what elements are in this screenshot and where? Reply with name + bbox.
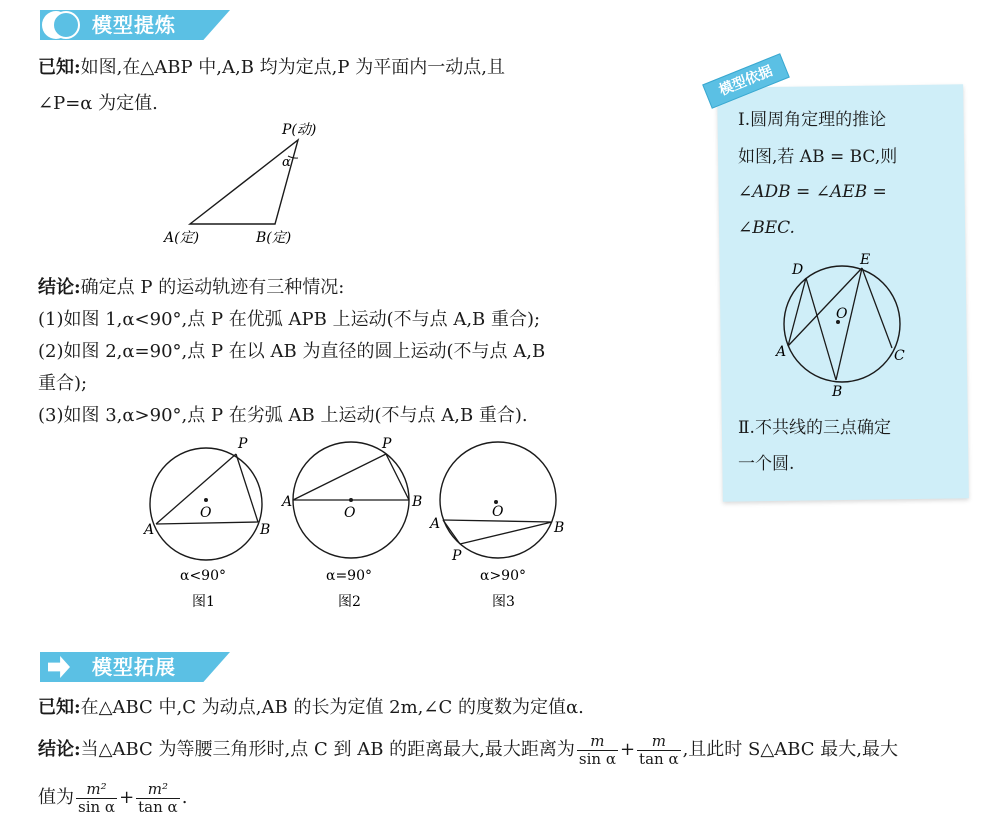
plus-sign-1: + <box>619 739 636 760</box>
fig2-a: A <box>282 494 293 510</box>
circle-figures <box>140 432 580 612</box>
figure-2 <box>280 436 422 610</box>
conclusion-label: 结论: <box>38 277 81 298</box>
fig1-caption: 图1 <box>192 594 215 610</box>
sidebar-fig-c: C <box>894 348 905 364</box>
given-1-line-1 <box>38 56 505 80</box>
frac4-den: tan α <box>138 797 178 816</box>
conclusion-2-line-2 <box>38 778 187 818</box>
sidebar-fig-o: O <box>836 306 848 322</box>
fig1-p: P <box>238 436 248 452</box>
fig2-o: O <box>344 505 356 521</box>
fig1-b: B <box>260 522 271 538</box>
fig3-b: B <box>554 520 565 536</box>
given-2-label: 已知: <box>38 697 81 718</box>
sidebar-item-2-line-1: Ⅱ.不共线的三点确定 <box>738 418 891 438</box>
figure-1 <box>142 436 270 610</box>
fig2-b: B <box>412 494 423 510</box>
figure-3 <box>428 442 564 610</box>
sidebar-item-1-line-3: ∠ADB = ∠AEB = <box>738 182 887 202</box>
sidebar-fig-d: D <box>792 262 804 278</box>
frac3-num: m² <box>76 781 117 799</box>
sidebar-fig-b: B <box>832 384 843 400</box>
conclusion-2-end: . <box>181 787 188 808</box>
conclusion-1-case-2a: (2)如图 2,α=90°,点 P 在以 AB 为直径的圆上运动(不与点 A,B <box>38 341 546 362</box>
banner-half-circle-icon <box>52 11 80 39</box>
conclusion-2-label: 结论: <box>38 739 81 760</box>
model-basis-tab: 模型依据 <box>702 53 790 109</box>
conclusion-1-case-1: (1)如图 1,α<90°,点 P 在优弧 APB 上运动(不与点 A,B 重合); <box>38 309 541 330</box>
frac2-num: m <box>637 733 681 751</box>
plus-sign-2: + <box>119 787 135 808</box>
sidebar-item-1-line-4: ∠BEC. <box>738 218 795 238</box>
conclusion-2-text-2: ,且此时 S△ABC 最大,最大 <box>682 739 898 760</box>
given-2-line <box>38 696 584 720</box>
conclusion-1-case-2b: 重合); <box>38 373 88 394</box>
fig3-caption: 图3 <box>492 594 515 610</box>
frac2-den: tan α <box>639 749 679 768</box>
conclusion-1-intro <box>38 276 344 300</box>
conclusion-2-line-1 <box>38 730 898 770</box>
conclusion-intro-text: 确定点 P 的运动轨迹有三种情况: <box>80 277 345 298</box>
section-title-1: 模型提炼 <box>92 13 176 37</box>
sidebar-circle-figure <box>770 252 920 400</box>
given-1-line-2: ∠P=α 为定值. <box>38 93 158 114</box>
triangle-b-label: B(定) <box>256 230 292 246</box>
conclusion-2-text-1: 当△ABC 为等腰三角形时,点 C 到 AB 的距离最大,最大距离为 <box>80 739 575 760</box>
fig3-a: A <box>430 516 441 532</box>
conclusion-1-case-3: (3)如图 3,α>90°,点 P 在劣弧 AB 上运动(不与点 A,B 重合). <box>38 405 528 426</box>
triangle-a-label: A(定) <box>164 230 200 246</box>
fig1-o: O <box>200 505 212 521</box>
given-label: 已知: <box>38 57 81 78</box>
triangle-p-label: P(动) <box>282 122 317 138</box>
fraction-m2-over-sin <box>76 781 117 816</box>
fig3-o: O <box>492 504 504 520</box>
given-2-text: 在△ABC 中,C 为动点,AB 的长为定值 2m,∠C 的度数为定值α. <box>80 697 584 718</box>
sidebar-fig-e: E <box>860 252 871 268</box>
fig1-condition: α<90° <box>180 568 226 584</box>
sidebar-item-2-line-2: 一个圆. <box>738 454 795 474</box>
fig1-a: A <box>144 522 155 538</box>
fig2-condition: α=90° <box>326 568 372 584</box>
section-title-2: 模型拓展 <box>92 655 176 679</box>
fig2-p: P <box>382 436 392 452</box>
given-text-1: 如图,在△ABP 中,A,B 均为定点,P 为平面内一动点,且 <box>80 57 505 78</box>
fraction-m-over-sin <box>577 733 618 768</box>
fig3-p: P <box>452 548 462 564</box>
frac4-num: m² <box>136 781 180 799</box>
sidebar-fig-a: A <box>776 344 787 360</box>
fig3-condition: α>90° <box>480 568 526 584</box>
fraction-m2-over-tan <box>136 781 180 816</box>
triangle-angle-label: α <box>282 155 291 170</box>
fraction-m-over-tan <box>637 733 681 768</box>
frac1-den: sin α <box>578 749 616 768</box>
triangle-figure <box>160 116 360 251</box>
sidebar-item-1-title: Ⅰ.圆周角定理的推论 <box>738 110 887 130</box>
frac1-num: m <box>577 733 618 751</box>
sidebar-item-1-line-2: 如图,若 AB = BC,则 <box>738 147 898 167</box>
fig2-caption: 图2 <box>338 594 361 610</box>
conclusion-2-text-3: 值为 <box>38 787 74 808</box>
frac3-den: sin α <box>78 797 116 816</box>
